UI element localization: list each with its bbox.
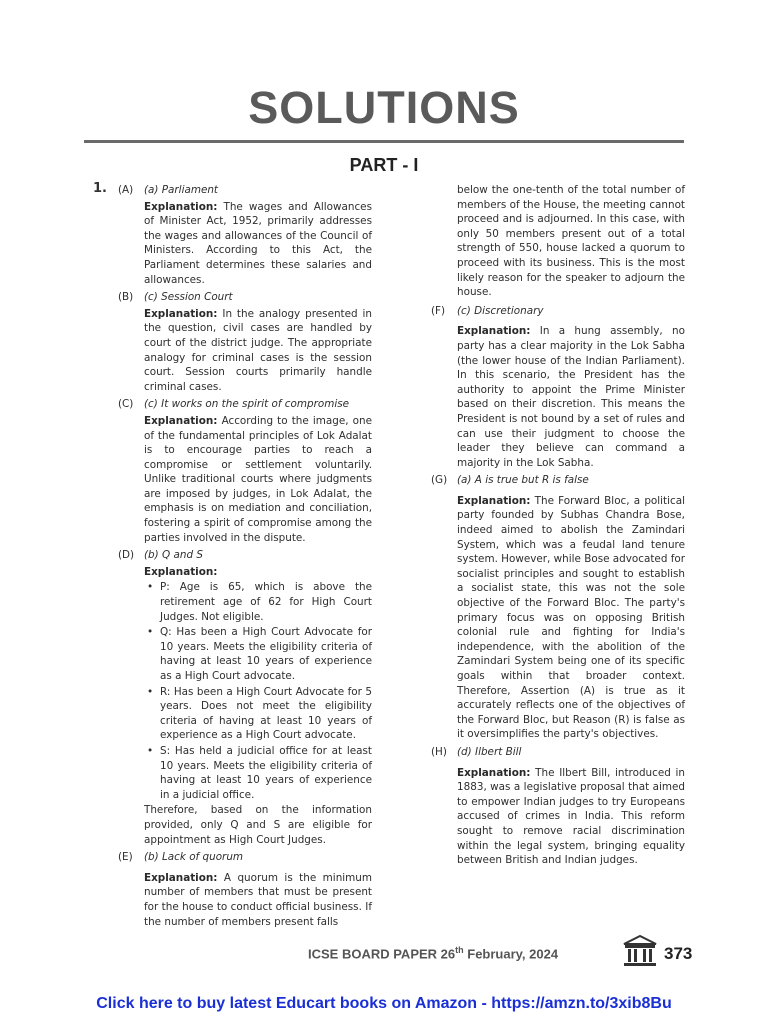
answer-item-e — [118, 850, 372, 929]
explanation-label: Explanation: — [144, 871, 218, 884]
answer-choice: (c) Session Court — [144, 291, 233, 304]
question-number: 1. — [93, 181, 107, 196]
title-divider — [84, 140, 684, 143]
promo-link[interactable]: Click here to buy latest Educart books on Amazon - https://amzn.to/3xib8Bu — [96, 995, 672, 1012]
item-label: (F) — [431, 304, 446, 317]
eligibility-list — [144, 580, 372, 802]
answer-item-d — [118, 548, 372, 847]
explanation-text: A quorum is the minimum number of members that must be present for the house to conduct official business. If the number of members present falls — [144, 871, 372, 928]
footer-text: ICSE BOARD PAPER 26 — [308, 946, 456, 962]
page-number: 373 — [664, 944, 693, 963]
explanation-label: Explanation: — [457, 325, 531, 338]
answer-item-f — [431, 304, 685, 471]
answer-choice: (b) Q and S — [144, 549, 203, 562]
explanation-label: Explanation: — [144, 565, 218, 578]
item-label: (C) — [118, 398, 134, 411]
left-column — [118, 183, 372, 932]
explanation-text: The Ilbert Bill, introduced in 1883, was a legislative proposal that aimed to empower Indian judges to try Europeans accused of crimes in India. This reform sought to remove racial discrimination within the legal system, bringing equality between British and Indian judges. — [457, 766, 685, 867]
list-item: • Q: Has been a High Court Advocate for 10 years. Meets the eligibility criteria of having at least 10 years of experience as a High Court advocate. — [160, 625, 372, 683]
answer-choice: (b) Lack of quorum — [144, 851, 244, 864]
answer-choice: (d) Ilbert Bill — [457, 745, 522, 758]
list-item: • P: Age is 65, which is above the retirement age of 62 for High Court Judges. Not eligible. — [160, 580, 372, 624]
item-label: (G) — [431, 474, 448, 487]
answer-choice: (c) It works on the spirit of compromise — [144, 398, 350, 411]
item-label: (B) — [118, 291, 134, 304]
explanation — [144, 871, 372, 929]
explanation — [457, 766, 685, 868]
explanation-label: Explanation: — [144, 414, 218, 427]
list-item: • S: Has held a judicial office for at least 10 years. Meets the eligibility criteria of having at least 10 years of experience in a judicial office. — [160, 744, 372, 802]
explanation-label: Explanation: — [144, 307, 218, 320]
explanation-label: Explanation: — [457, 766, 531, 779]
explanation-text: In the analogy presented in the question, civil cases are handled by court of the district judge. The appropriate analogy for criminal cases is the session court. Session courts primarily handle criminal cases. — [144, 307, 372, 393]
list-item: • R: Has been a High Court Advocate for 5 years. Does not meet the eligibility criteria of having at least 10 years of experience as a High Court advocate. — [160, 685, 372, 743]
item-label: (E) — [118, 851, 133, 864]
conclusion-text: Therefore, based on the information provided, only Q and S are eligible for appointment as High Court Judges. — [144, 804, 372, 846]
explanation — [144, 200, 372, 288]
explanation-text: The wages and Allowances of Minister Act, 1952, primarily addresses the wages and allowances of the Council of Ministers. According to this Act, the Parliament determines these salaries and allowances. — [144, 200, 372, 286]
footer-date: February, 2024 — [463, 946, 559, 962]
footer-caption — [308, 945, 558, 961]
explanation — [144, 307, 372, 395]
answer-item-c — [118, 397, 372, 545]
item-label: (H) — [431, 745, 447, 758]
explanation-text: According to the image, one of the fundamental principles of Lok Adalat is to encourage parties to reach a compromise or settlement voluntarily. Unlike traditional courts where judgments are imposed by judges, in Lok Adalat, the emphasis is on mediation and conciliation, fostering a spirit of compromise among the parties involved in the dispute. — [144, 414, 372, 544]
answer-choice: (a) Parliament — [144, 184, 218, 196]
item-label: (D) — [118, 549, 135, 562]
explanation-text: The Forward Bloc, a political party founded by Subhas Chandra Bose, indeed aimed to abolish the Zamindari System, which was a feudal land tenure system. However, while Bose advocated for socialist principles and sought to establish a socialist state, this was not the sole objective of the Forward Bloc. The party's primary focus was on opposing British colonial rule and fighting for India's independence, with the abolition of the Zamindari System being one of its specific goals within that broader context. Therefore, Assertion (A) is true as it accurately reflects one of the objectives of the Forward Bloc, but Reason (R) is false as it oversimplifies the party's objectives. — [457, 494, 686, 741]
answer-item-b — [118, 290, 372, 394]
page-title: SOLUTIONS — [248, 82, 520, 133]
building-icon — [622, 934, 658, 968]
item-label: (A) — [118, 184, 134, 196]
answer-choice: (a) A is true but R is false — [457, 474, 589, 487]
answer-item-h — [431, 745, 685, 868]
explanation-continuation: below the one-tenth of the total number of members of the House, the meeting cannot proceed and is adjourned. In this case, with only 50 members present out of a total strength of 550, house lacked a quorum to proceed with its business. This is the most likely reason for the speaker to adjourn the house. — [457, 184, 685, 299]
answer-item-g — [431, 473, 685, 742]
part-heading: PART - I — [349, 155, 419, 175]
answer-item-a — [118, 183, 372, 287]
explanation — [457, 494, 685, 742]
explanation-label: Explanation: — [144, 200, 218, 213]
explanation-text: In a hung assembly, no party has a clear majority in the Lok Sabha (the lower house of the Indian Parliament). In this scenario, the President has the authority to appoint the Prime Minister based on their discretion. This means the President is not bound by a set of rules and can use their judgment to choose the leader they believe can command a majority in the Lok Sabha. — [457, 325, 685, 469]
explanation-label: Explanation: — [457, 494, 531, 507]
explanation — [144, 414, 372, 545]
explanation — [457, 324, 685, 470]
right-column — [431, 183, 685, 871]
footer-sup: th — [455, 945, 464, 955]
answer-choice: (c) Discretionary — [457, 304, 544, 317]
